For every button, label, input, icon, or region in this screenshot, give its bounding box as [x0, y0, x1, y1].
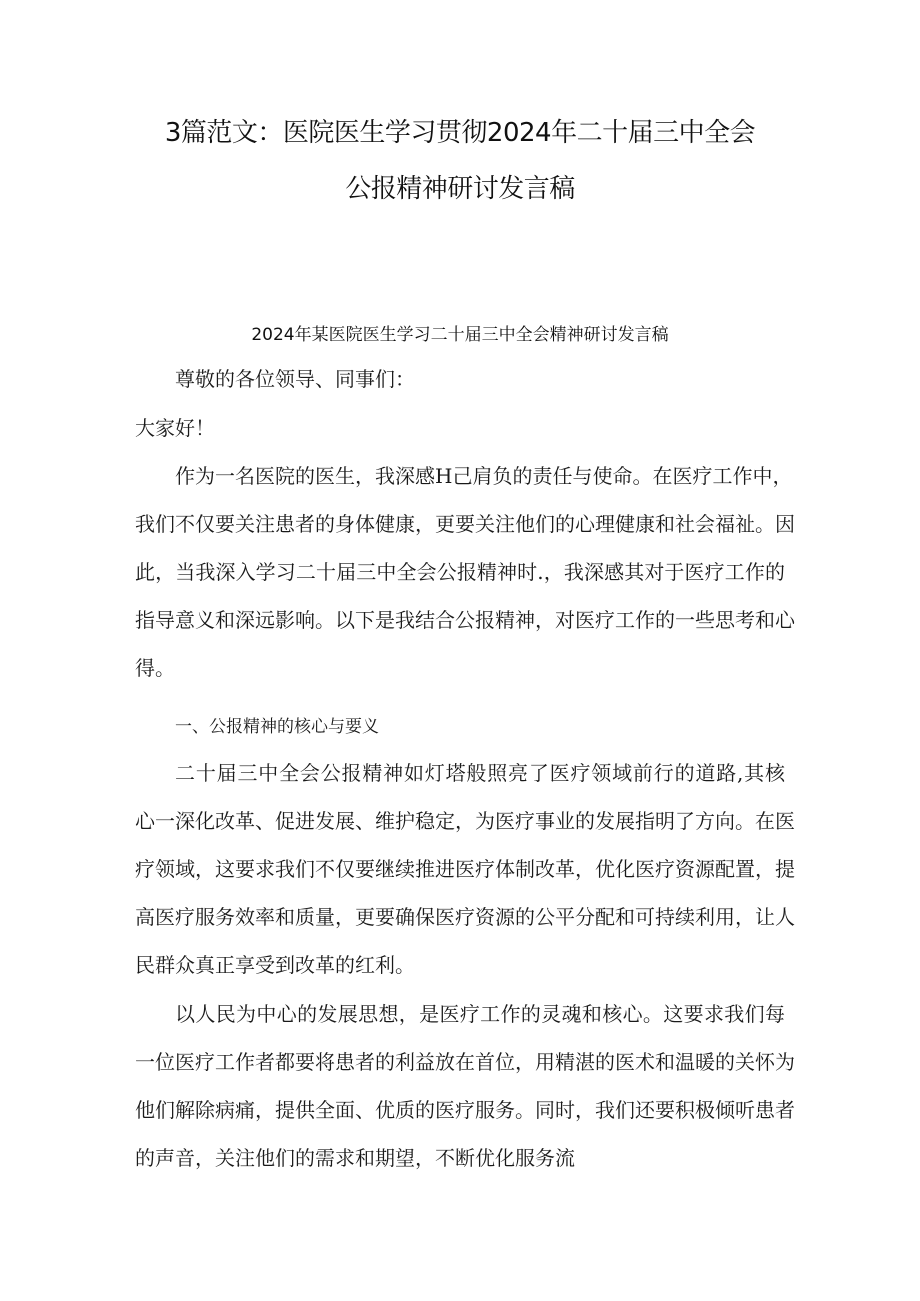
section-heading: 一、公报精神的核心与要义: [175, 717, 379, 737]
paragraph-line: 二十届三中全会公报精神如灯塔般照亮了医疗领域前行的道路,其核: [175, 761, 785, 785]
paragraph-line: 以人民为中心的发展思想，是医疗工作的灵魂和核心。这要求我们每: [175, 1002, 785, 1026]
paragraph-line: 此，当我深入学习二十届三中全会公报精神时.，我深感其对于医疗工作的: [135, 560, 785, 584]
paragraph-line: 民群众真正享受到改革的红利。: [135, 953, 415, 977]
paragraph-line: 心一深化改革、促进发展、维护稳定，为医疗事业的发展指明了方向。在医: [135, 809, 795, 833]
speech-subtitle: 2024年某医院医生学习二十届三中全会精神研讨发言稿: [251, 325, 669, 345]
paragraph-line: 高医疗服务效率和质量，更要确保医疗资源的公平分配和可持续利用，让人: [135, 905, 795, 929]
paragraph-line: 指导意义和深远影响。以下是我结合公报精神，对医疗工作的一些思考和心: [135, 608, 795, 632]
salutation: 尊敬的各位领导、同事们：: [175, 367, 415, 391]
greeting: 大家好！: [135, 416, 215, 440]
paragraph-line: 疗领域，这要求我们不仅要继续推进医疗体制改革，优化医疗资源配置，提: [135, 857, 795, 881]
paragraph-line: 一位医疗工作者都要将患者的利益放在首位，用精湛的医术和温暖的关怀为: [135, 1050, 795, 1074]
paragraph-line: 他们解除病痛，提供全面、优质的医疗服务。同时，我们还要积极倾听患者: [135, 1098, 795, 1122]
document-title-line2: 公报精神研讨发言稿: [345, 174, 575, 204]
paragraph-line: 作为一名医院的医生，我深感H己肩负的责任与使命。在医疗工作中，: [175, 464, 793, 488]
paragraph-line: 我们不仅要关注患者的身体健康，更要关注他们的心理健康和社会福祉。因: [135, 512, 795, 536]
paragraph-line: 得。: [135, 656, 175, 680]
paragraph-line: 的声音，关注他们的需求和期望，不断优化服务流: [135, 1146, 575, 1170]
document-title-line1: 3篇范文：医院医生学习贯彻2024年二十届三中全会: [164, 118, 756, 148]
